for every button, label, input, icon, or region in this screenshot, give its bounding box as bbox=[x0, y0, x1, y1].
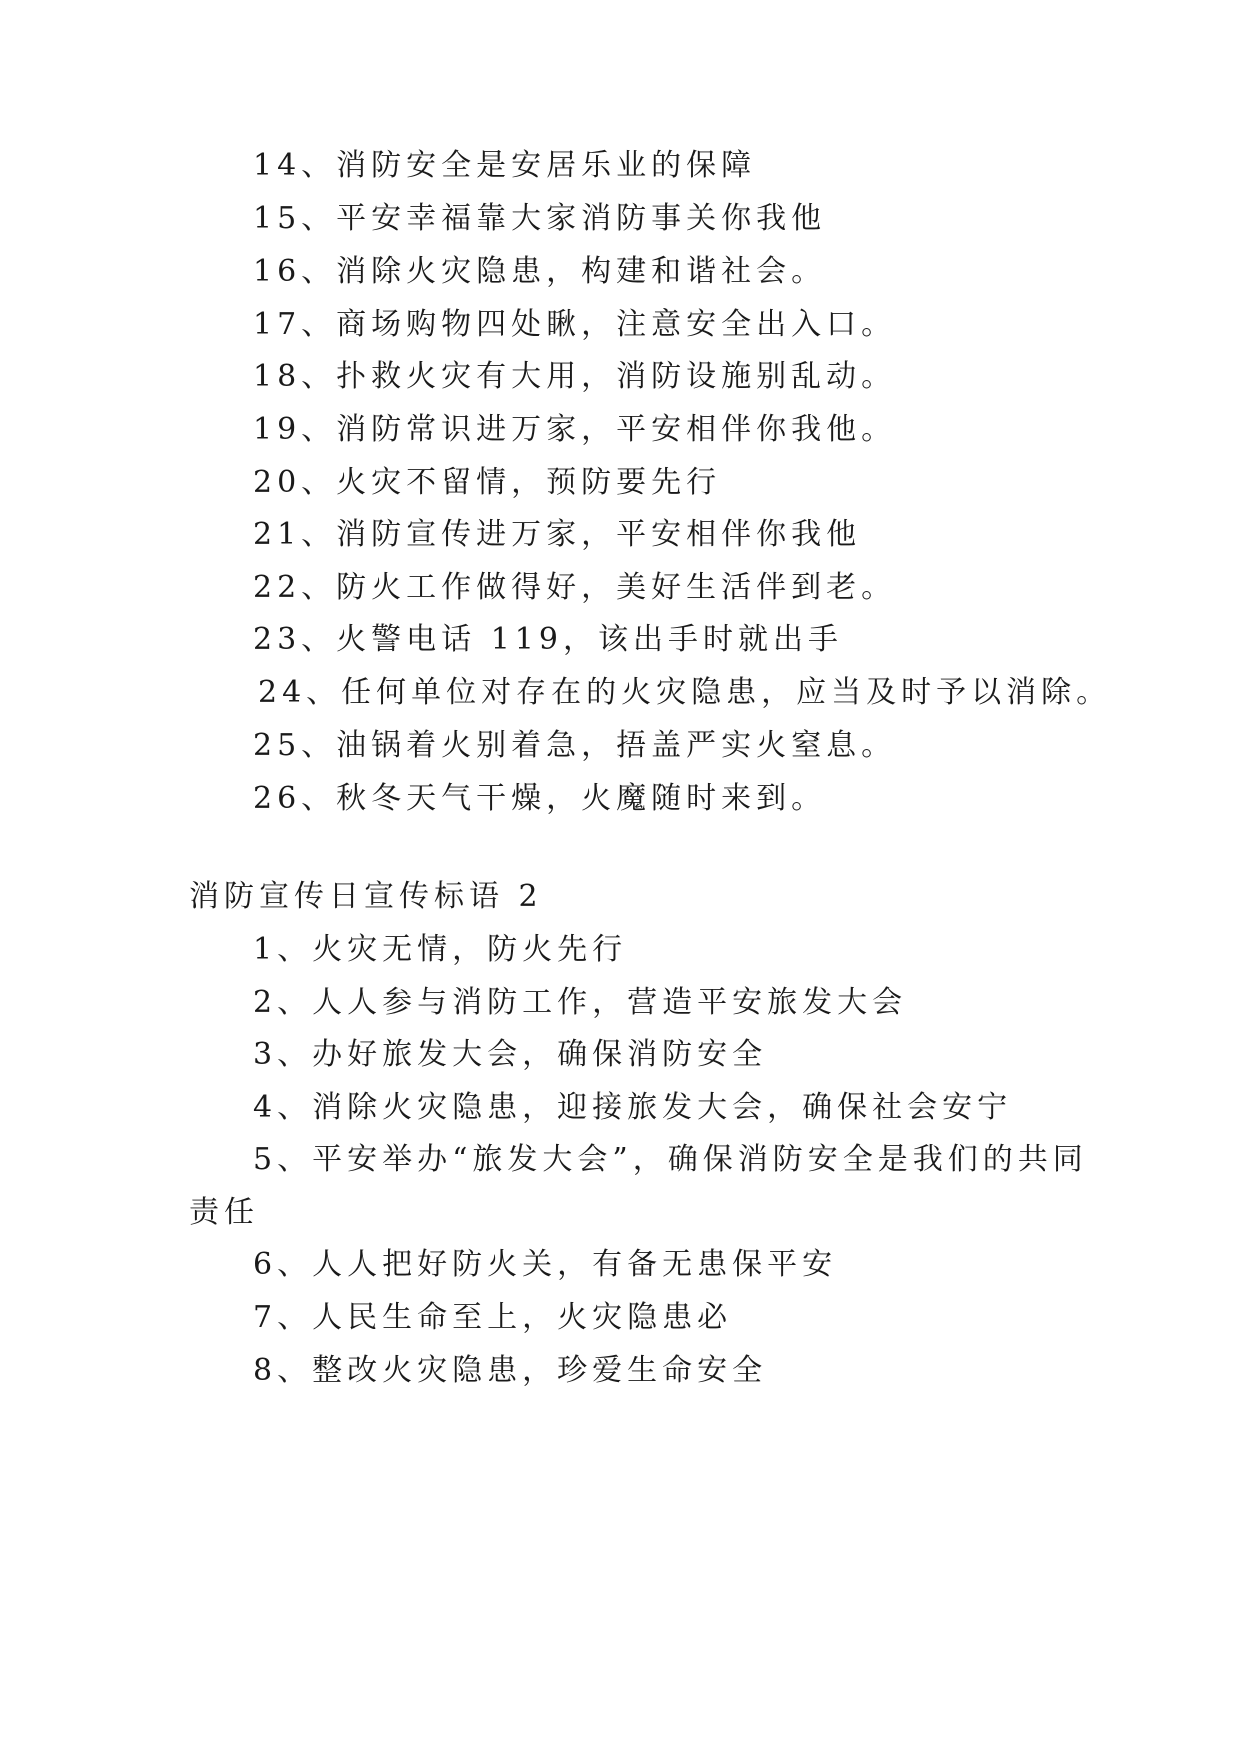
list-item: 22、防火工作做得好，美好生活伴到老。 bbox=[253, 570, 897, 605]
list-item: 20、火灾不留情，预防要先行 bbox=[253, 465, 722, 500]
list-item: 15、平安幸福靠大家消防事关你我他 bbox=[253, 201, 827, 236]
list-item: 25、油锅着火别着急，捂盖严实火窒息。 bbox=[253, 728, 897, 763]
section-heading: 消防宣传日宣传标语 2 bbox=[189, 879, 543, 914]
list-item: 18、扑救火灾有大用，消防设施别乱动。 bbox=[253, 359, 897, 394]
list-item: 6、人人把好防火关，有备无患保平安 bbox=[253, 1247, 838, 1282]
list-item: 24、任何单位对存在的火灾隐患，应当及时予以消除。 bbox=[258, 675, 1112, 710]
list-item: 1、火灾无情，防火先行 bbox=[253, 932, 628, 967]
list-item: 7、人民生命至上，火灾隐患必 bbox=[253, 1300, 733, 1335]
list-item: 14、消防安全是安居乐业的保障 bbox=[253, 148, 757, 183]
list-item: 26、秋冬天气干燥，火魔随时来到。 bbox=[253, 781, 827, 816]
list-item: 23、火警电话 119，该出手时就出手 bbox=[253, 622, 843, 657]
list-item: 4、消除火灾隐患，迎接旅发大会，确保社会安宁 bbox=[253, 1090, 1013, 1125]
list-item: 3、办好旅发大会，确保消防安全 bbox=[253, 1037, 768, 1072]
list-item: 2、人人参与消防工作，营造平安旅发大会 bbox=[253, 985, 908, 1020]
list-item-continuation: 责任 bbox=[189, 1195, 259, 1230]
list-item: 17、商场购物四处瞅，注意安全出入口。 bbox=[253, 307, 897, 342]
list-item: 8、整改火灾隐患，珍爱生命安全 bbox=[253, 1353, 768, 1388]
list-item: 19、消防常识进万家，平安相伴你我他。 bbox=[253, 412, 897, 447]
list-item: 21、消防宣传进万家，平安相伴你我他 bbox=[253, 517, 862, 552]
list-item: 16、消除火灾隐患，构建和谐社会。 bbox=[253, 254, 827, 289]
list-item: 5、平安举办“旅发大会”，确保消防安全是我们的共同 bbox=[253, 1142, 1088, 1177]
